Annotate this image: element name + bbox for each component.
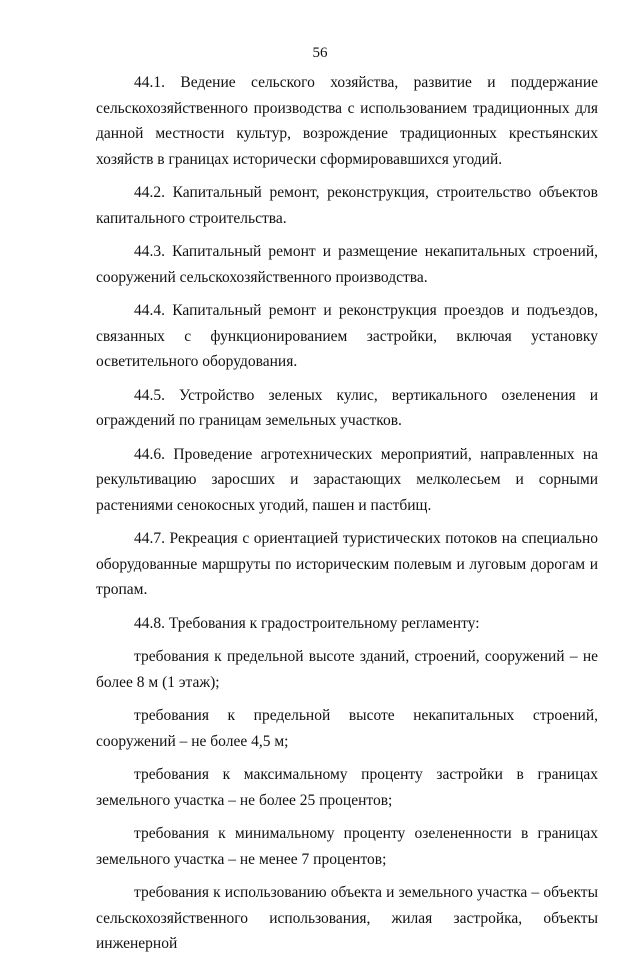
requirement-max-coverage: требования к максимальному проценту застройки в границах земельного участка – не более 25 процентов; [96, 766, 598, 809]
document-body [96, 70, 598, 957]
requirement-land-use: требования к использованию объекта и земельного участка – объекты сельскохозяйственного использования, жилая застройка, объекты инженерной [96, 884, 598, 952]
paragraph-44-2: 44.2. Капитальный ремонт, реконструкция, строительство объектов капитального строительства. [96, 184, 598, 227]
requirement-height-temporary: требования к предельной высоте некапитальных строений, сооружений – не более 4,5 м; [96, 707, 598, 750]
page-number: 56 [312, 45, 328, 61]
paragraph-44-1: 44.1. Ведение сельского хозяйства, развитие и поддержание сельскохозяйственного производства с использованием традиционных для данной местности культур, возрождение традиционных крестьянских хозяйств в границах исторически сформировавшихся угодий. [96, 74, 598, 168]
paragraph-44-6: 44.6. Проведение агротехнических мероприятий, направленных на рекультивацию заросших и зарастающих мелколесьем и сорными растениями сенокосных угодий, пашен и пастбищ. [96, 445, 598, 514]
paragraph-44-5: 44.5. Устройство зеленых кулис, вертикального озеленения и ограждений по границам земельных участков. [96, 386, 598, 429]
requirement-height-buildings: требования к предельной высоте зданий, строений, сооружений – не более 8 м (1 этаж); [96, 648, 598, 691]
paragraph-44-8: 44.8. Требования к градостроительному регламенту: [134, 614, 480, 632]
requirement-min-greenery: требования к минимальному проценту озелененности в границах земельного участка – не менее 7 процентов; [96, 825, 598, 868]
paragraph-44-3: 44.3. Капитальный ремонт и размещение некапитальных строений, сооружений сельскохозяйственного производства. [96, 243, 598, 286]
paragraph-44-4: 44.4. Капитальный ремонт и реконструкция проездов и подъездов, связанных с функционированием застройки, включая установку осветительного оборудования. [96, 302, 598, 370]
paragraph-44-7: 44.7. Рекреация с ориентацией туристических потоков на специально оборудованные маршруты по историческим полевым и луговым дорогам и тропам. [96, 530, 598, 598]
